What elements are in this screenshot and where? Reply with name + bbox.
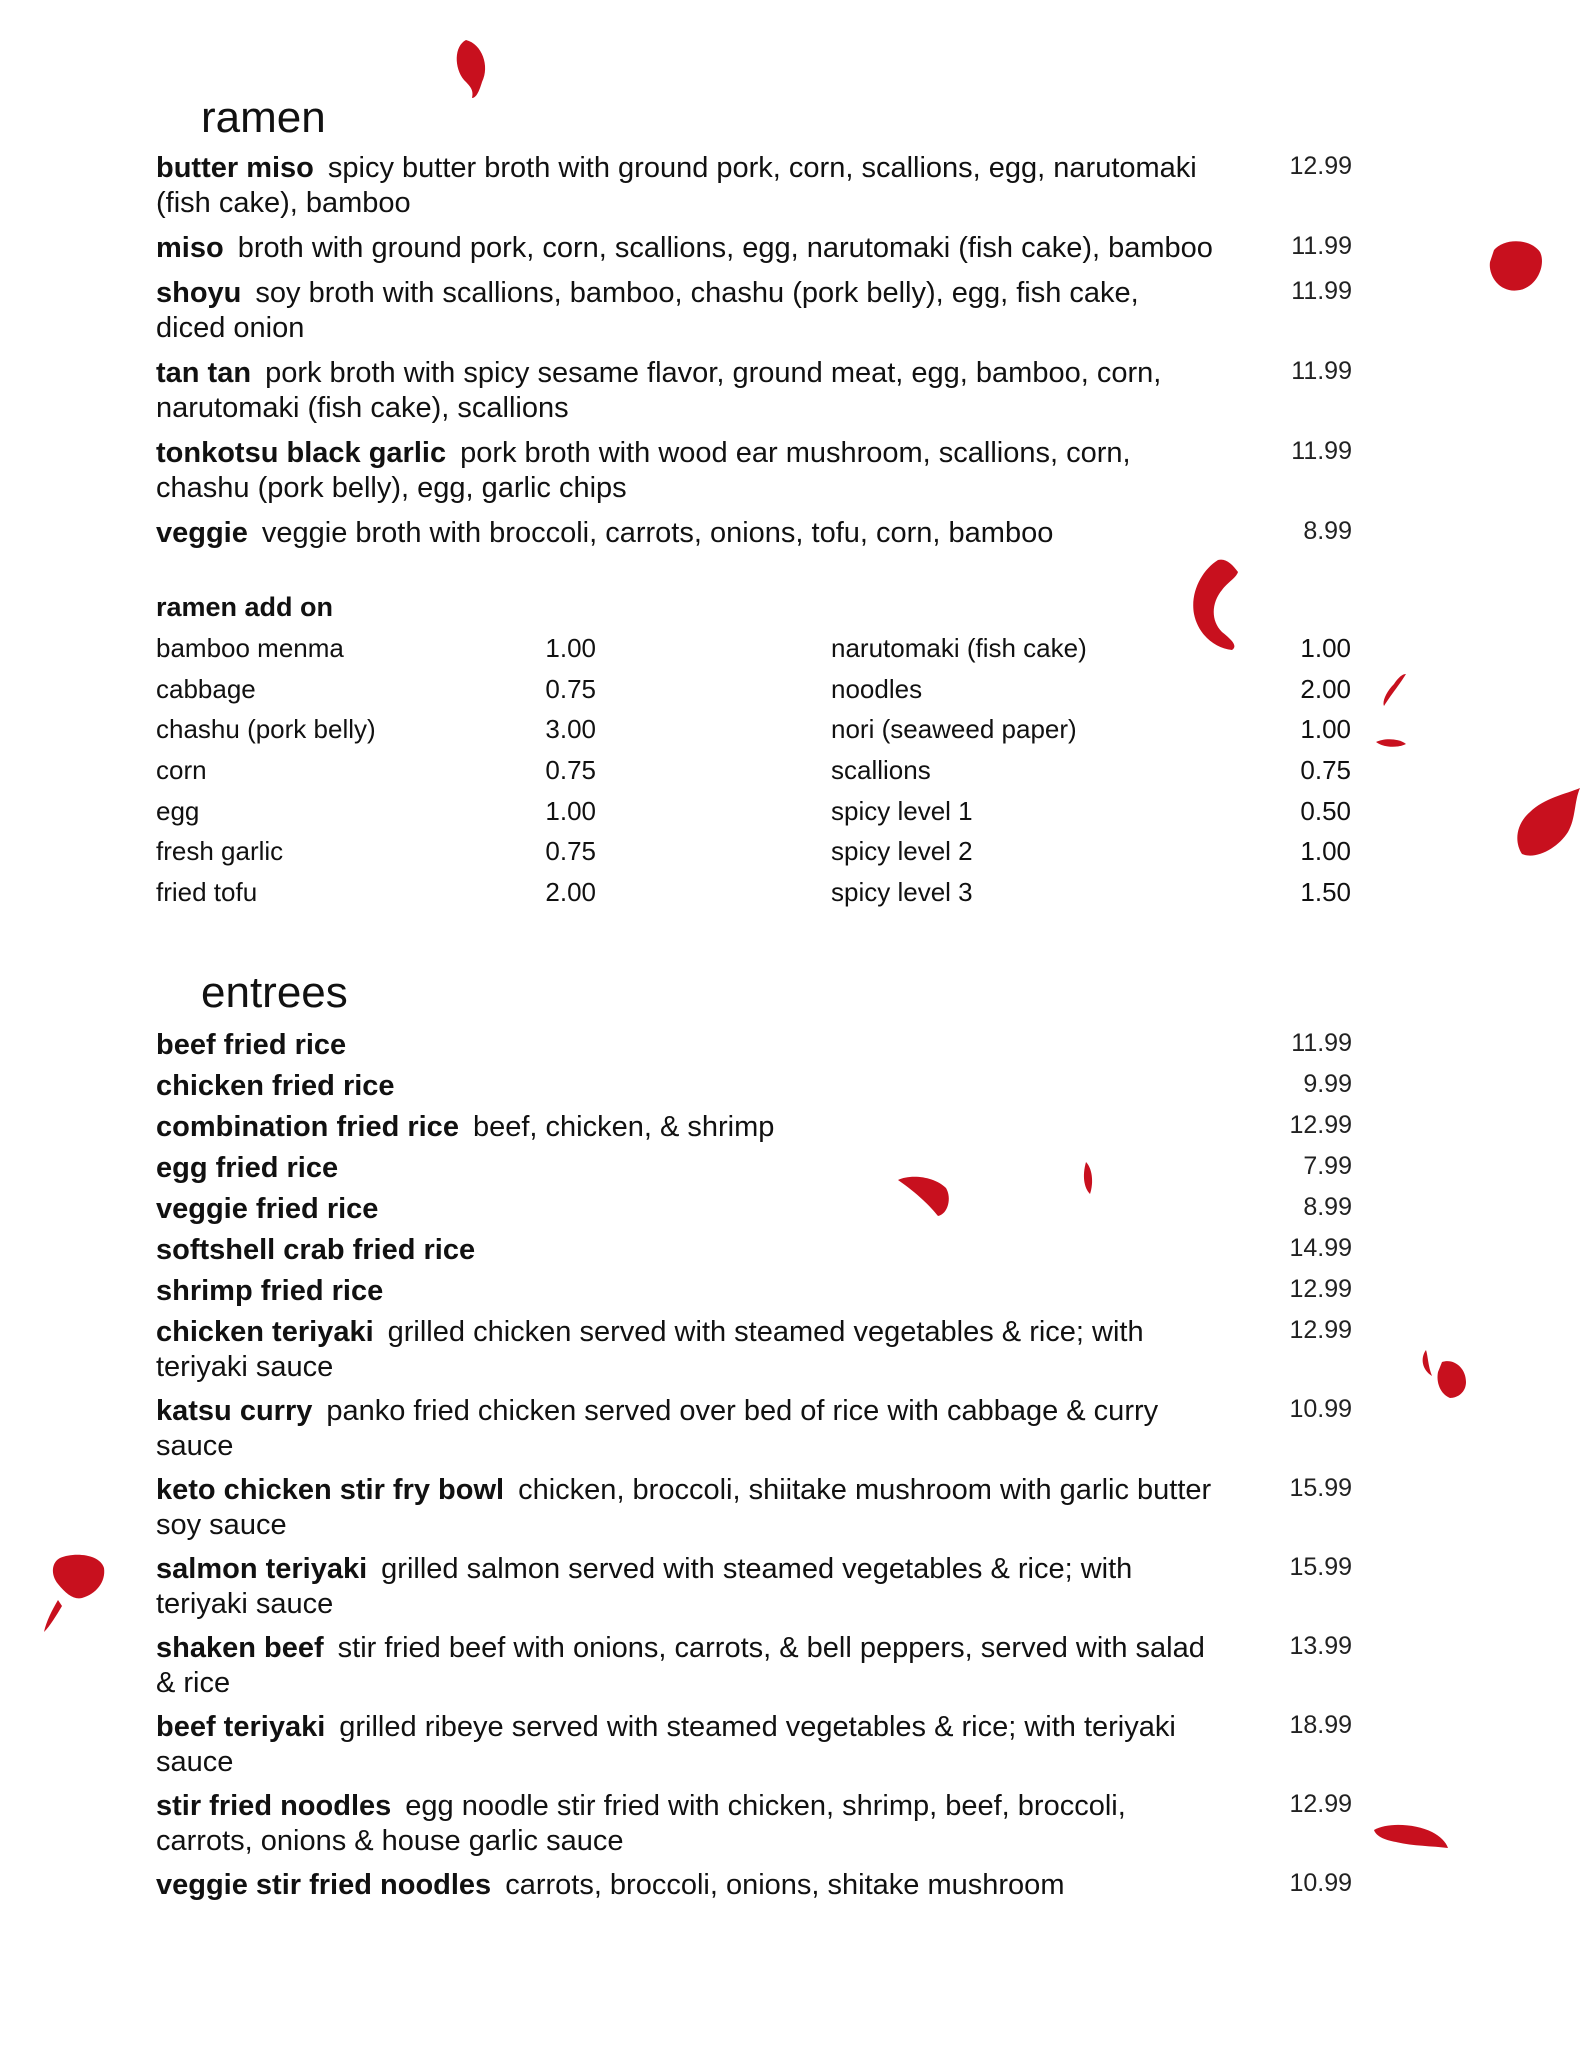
addon-item [156,712,596,753]
menu-item [156,1710,1352,1780]
item-description: veggie broth with broccoli, carrots, onions, tofu, corn, bamboo [261,517,1054,549]
item-price: 15.99 [1289,1553,1352,1581]
addon-item [156,834,596,875]
addon-name: corn [156,755,207,786]
addon-price: 1.00 [1300,714,1351,745]
item-name: egg fried rice [156,1152,339,1184]
item-price: 9.99 [1303,1070,1352,1098]
addon-price: 2.00 [545,877,596,908]
item-description: grilled salmon served with steamed vegetables & rice; with teriyaki sauce [156,1553,1133,1620]
addon-price: 0.75 [545,836,596,867]
addon-name: bamboo menma [156,633,344,663]
item-description: grilled chicken served with steamed vegetables & rice; with teriyaki sauce [156,1316,1144,1383]
item-price: 11.99 [1291,437,1352,465]
addon-price: 0.50 [1300,795,1351,826]
addon-price: 1.00 [545,795,596,826]
menu-item [156,1394,1352,1464]
addon-item [831,753,1351,794]
menu-item [156,151,1352,221]
addon-heading: ramen add on [156,592,334,622]
menu-item [156,1028,1352,1069]
item-name: shoyu [156,277,242,309]
addon-item [156,753,596,794]
menu-item [156,231,1352,266]
item-price: 8.99 [1303,517,1352,545]
addon-item [831,834,1351,875]
item-name: stir fried noodles [156,1790,392,1822]
addon-item [831,672,1351,713]
entree-menu-list [156,1028,1352,1912]
menu-item [156,1789,1352,1859]
item-description: beef, chicken, & shrimp [472,1111,775,1143]
item-price: 12.99 [1289,1111,1352,1139]
item-price: 18.99 [1289,1711,1352,1739]
ramen-menu-list [156,151,1352,559]
menu-item [156,1233,1352,1274]
item-price: 12.99 [1289,1316,1352,1344]
item-name: tonkotsu black garlic [156,437,447,469]
item-price: 14.99 [1289,1234,1352,1262]
menu-item [156,1631,1352,1701]
menu-item [156,1315,1352,1385]
item-description: egg noodle stir fried with chicken, shrimp, beef, broccoli, carrots, onions & house garlic sauce [156,1790,1126,1857]
item-price: 12.99 [1289,1275,1352,1303]
menu-item [156,1274,1352,1315]
rose-petal-icon [1372,1820,1450,1852]
item-name: veggie stir fried noodles [156,1869,492,1901]
menu-item [156,1192,1352,1233]
menu-item [156,356,1352,426]
item-price: 15.99 [1289,1474,1352,1502]
menu-item [156,1151,1352,1192]
menu-item [156,276,1352,346]
addon-item [156,875,596,916]
item-price: 7.99 [1303,1152,1352,1180]
addon-name: spicy level 1 [831,795,973,826]
addon-name: fresh garlic [156,836,284,867]
item-name: katsu curry [156,1395,313,1427]
addon-name: egg [156,795,200,826]
menu-item [156,1473,1352,1543]
item-price: 11.99 [1291,357,1352,385]
item-description: grilled ribeye served with steamed vegetables & rice; with teriyaki sauce [156,1711,1176,1778]
rose-petal-icon [1486,236,1546,294]
addon-item [156,672,596,713]
addon-price: 0.75 [545,755,596,786]
item-description: broth with ground pork, corn, scallions, egg, narutomaki (fish cake), bamboo [237,232,1213,264]
addon-price: 3.00 [545,714,596,745]
addon-name: cabbage [156,673,256,704]
item-description: spicy butter broth with ground pork, corn, scallions, egg, narutomaki (fish cake), bamboo [156,152,1197,219]
rose-petal-icon [1380,672,1410,708]
addon-name: chashu (pork belly) [156,714,376,745]
menu-item [156,1069,1352,1110]
addon-name: spicy level 3 [831,877,973,908]
addon-price: 0.75 [545,673,596,704]
addon-name: scallions [831,755,931,786]
addon-price: 0.75 [1300,755,1351,786]
addon-item [831,631,1351,672]
item-description: pork broth with spicy sesame flavor, ground meat, egg, bamboo, corn, narutomaki (fish cake), scallions [156,357,1162,424]
rose-petal-icon [1418,1348,1470,1400]
item-description: soy broth with scallions, bamboo, chashu (pork belly), egg, fish cake, diced onion [156,277,1139,344]
addon-name: spicy level 2 [831,836,973,867]
menu-item [156,1868,1352,1903]
item-name: combination fried rice [156,1111,459,1143]
item-name: beef fried rice [156,1029,347,1061]
section-title-entrees: entrees [201,968,348,1017]
item-name: chicken teriyaki [156,1316,374,1348]
item-name: softshell crab fried rice [156,1234,476,1266]
item-price: 10.99 [1289,1869,1352,1897]
menu-item [156,436,1352,506]
addon-name: noodles [831,673,923,704]
item-name: veggie [156,517,248,549]
rose-petal-icon [1374,736,1408,750]
item-price: 11.99 [1291,232,1352,260]
addon-price: 1.00 [1300,836,1351,867]
item-description: panko fried chicken served over bed of rice with cabbage & curry sauce [156,1395,1159,1462]
addon-name: fried tofu [156,877,258,908]
item-price: 13.99 [1289,1632,1352,1660]
item-name: shaken beef [156,1632,324,1664]
item-name: chicken fried rice [156,1070,395,1102]
item-price: 8.99 [1303,1193,1352,1221]
section-title-ramen: ramen [201,93,326,142]
addon-name: narutomaki (fish cake) [831,633,1087,663]
addon-price: 1.00 [545,633,596,663]
item-price: 11.99 [1291,277,1352,305]
addon-name: nori (seaweed paper) [831,714,1077,745]
item-description: stir fried beef with onions, carrots, & bell peppers, served with salad & rice [156,1632,1205,1699]
addon-list-right [831,631,1351,916]
addon-price: 2.00 [1300,673,1351,704]
menu-item [156,1110,1352,1151]
item-name: tan tan [156,357,252,389]
rose-petal-icon [1510,784,1582,860]
addon-item [156,794,596,835]
addon-item [156,631,596,672]
item-name: salmon teriyaki [156,1553,368,1585]
item-description: pork broth with wood ear mushroom, scallions, corn, chashu (pork belly), egg, garlic chips [156,437,1131,504]
addon-item [831,875,1351,916]
rose-petal-icon [40,1550,108,1634]
menu-item [156,516,1352,551]
item-price: 12.99 [1289,1790,1352,1818]
item-name: butter miso [156,152,314,184]
addon-price: 1.00 [1300,633,1351,663]
item-name: miso [156,232,224,264]
item-name: veggie fried rice [156,1193,379,1225]
item-name: keto chicken stir fry bowl [156,1474,505,1506]
addon-list-left [156,631,596,916]
item-price: 12.99 [1289,152,1352,180]
item-name: beef teriyaki [156,1711,326,1743]
addon-item [831,794,1351,835]
item-price: 10.99 [1289,1395,1352,1423]
addon-price: 1.50 [1300,877,1351,908]
item-description: chicken, broccoli, shiitake mushroom with garlic butter soy sauce [156,1474,1212,1541]
rose-petal-icon [452,36,492,100]
menu-item [156,1552,1352,1622]
item-description: carrots, broccoli, onions, shitake mushroom [505,1869,1065,1901]
item-price: 11.99 [1291,1029,1352,1057]
addon-item [831,712,1351,753]
item-name: shrimp fried rice [156,1275,384,1307]
